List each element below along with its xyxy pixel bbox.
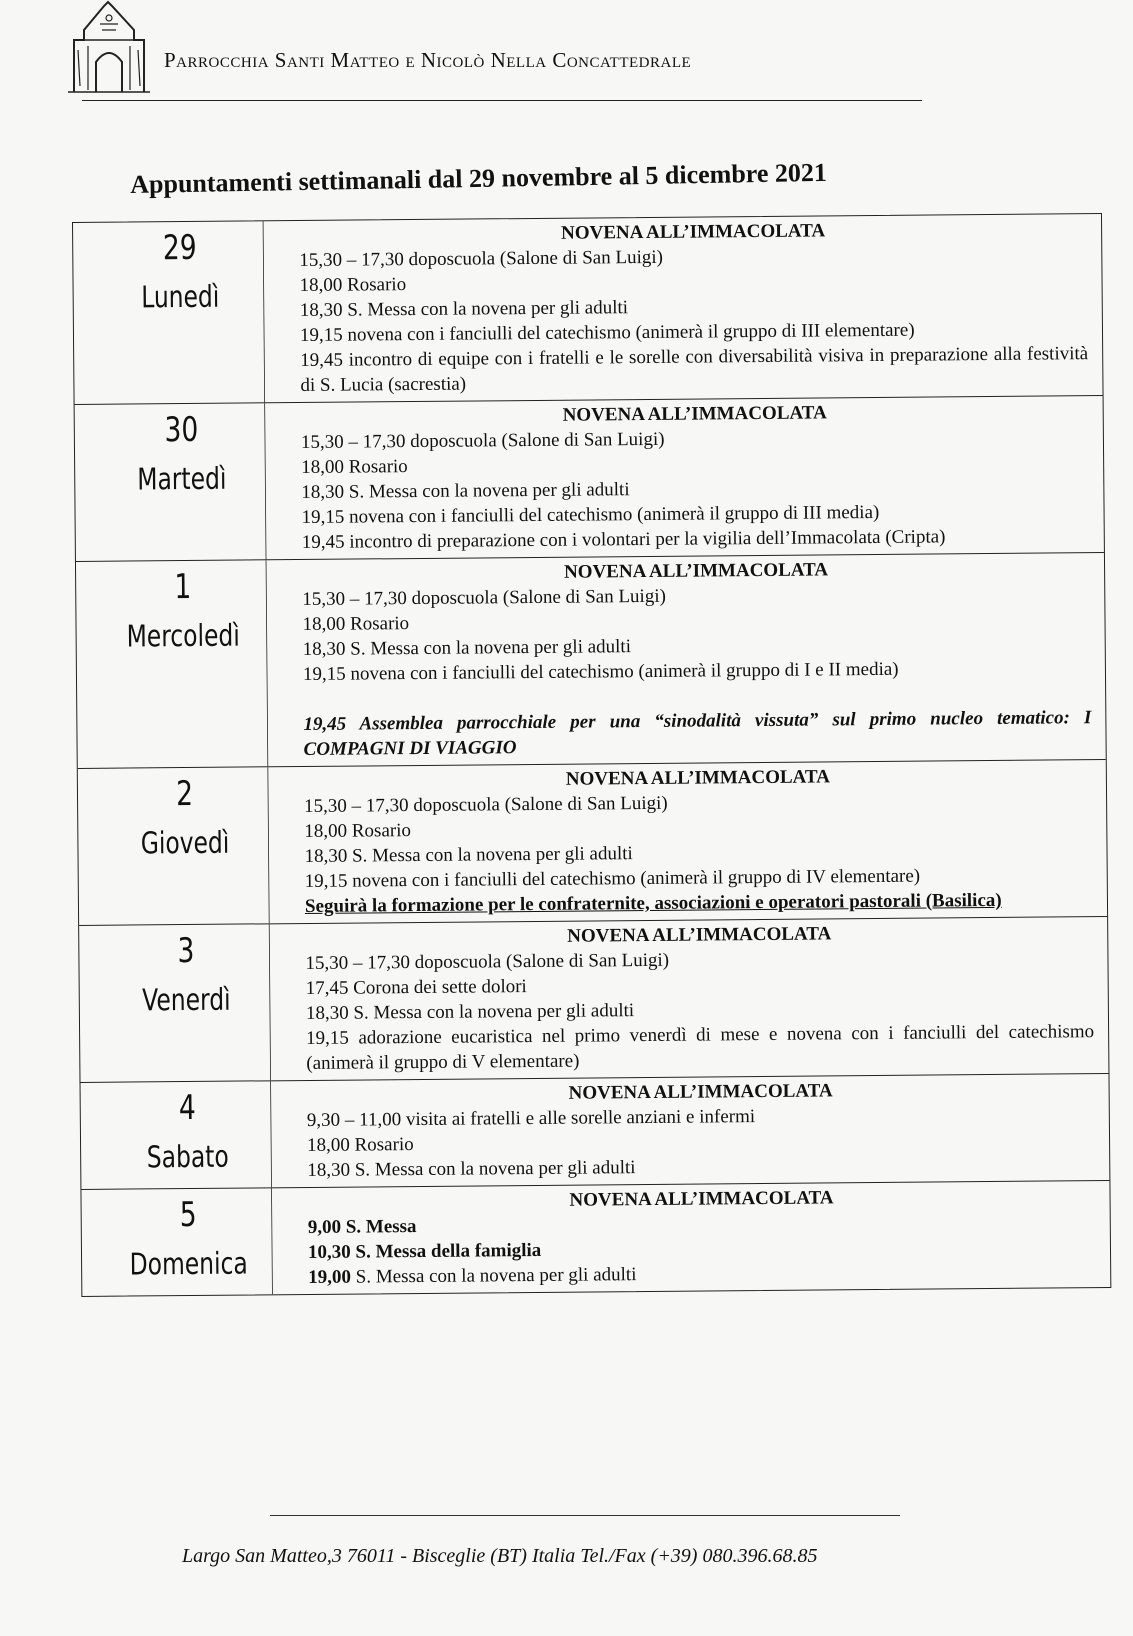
day-row xyxy=(81,1180,1110,1296)
event-item: 18,30 S. Messa con la novena per gli adulti xyxy=(307,1157,636,1181)
day-cell xyxy=(100,560,269,767)
church-facade-icon xyxy=(66,0,156,100)
events-cell xyxy=(295,1074,1110,1187)
letterhead xyxy=(66,0,926,112)
page-title: Appuntamenti settimanali dal 29 novembre al 5 dicembre 2021 xyxy=(130,157,828,199)
day-row xyxy=(78,759,1107,925)
day-row xyxy=(75,395,1104,561)
events-cell xyxy=(295,1181,1110,1294)
event-item: 18,30 S. Messa con la novena per gli adulti xyxy=(305,1000,635,1024)
day-cell xyxy=(104,1081,272,1188)
events-cell xyxy=(292,760,1107,923)
day-number: 3 xyxy=(177,930,195,972)
day-number: 4 xyxy=(178,1087,196,1129)
novena-heading: NOVENA ALL’IMMACOLATA xyxy=(567,923,832,947)
event-item: 10,30 S. Messa della famiglia xyxy=(307,1239,542,1263)
event-time: 19,00 xyxy=(308,1266,352,1288)
day-name: Giovedì xyxy=(140,825,230,862)
day-name: Mercoledì xyxy=(126,618,240,655)
day-name: Martedì xyxy=(137,461,227,498)
event-item: 19,15 novena con i fanciulli del catechismo (animerà il gruppo di I e II media) xyxy=(302,658,899,686)
event-item: 18,00 Rosario xyxy=(302,613,410,636)
event-item: 19,45 Assemblea parrocchiale per una “sinodalità vissuta” sul primo nucleo tematico: I COMPAGNI DI VIAGGIO xyxy=(303,707,1092,760)
day-number: 29 xyxy=(162,227,197,269)
event-item: 18,30 S. Messa con la novena per gli adulti xyxy=(304,843,633,867)
footer-divider xyxy=(270,1515,900,1516)
day-number: 2 xyxy=(175,773,194,815)
events-cell xyxy=(293,917,1108,1080)
event-item: 15,30 – 17,30 doposcuola (Salone di San Luigi) xyxy=(302,585,666,611)
event-item: 19,15 novena con i fanciulli del catechismo (animerà il gruppo di III elementare) xyxy=(299,319,915,347)
day-row xyxy=(79,916,1108,1082)
event-item: 9,00 S. Messa xyxy=(307,1216,417,1238)
day-cell xyxy=(105,1188,273,1295)
event-description: S. Messa con la novena per gli adulti xyxy=(350,1264,637,1288)
novena-heading: NOVENA ALL’IMMACOLATA xyxy=(560,220,826,244)
day-row xyxy=(81,1073,1110,1189)
event-item: 17,45 Corona dei sette dolori xyxy=(305,976,527,999)
novena-heading: NOVENA ALL’IMMACOLATA xyxy=(568,1080,833,1104)
day-row xyxy=(76,552,1106,768)
events-cell xyxy=(287,214,1103,402)
header-divider xyxy=(82,100,922,101)
events-cell xyxy=(290,553,1106,766)
event-item: 19,15 novena con i fanciulli del catechismo (animerà il gruppo di IV elementare) xyxy=(304,865,921,892)
novena-heading: NOVENA ALL’IMMACOLATA xyxy=(565,766,831,790)
event-item: 9,30 – 11,00 visita ai fratelli e alle sorelle anziani e infermi xyxy=(306,1106,756,1131)
event-item: 19,15 novena con i fanciulli del catechismo (animerà il gruppo di III media) xyxy=(301,501,880,529)
day-row xyxy=(73,214,1103,404)
event-item: 15,30 – 17,30 doposcuola (Salone di San Luigi) xyxy=(300,428,665,454)
day-cell xyxy=(103,924,271,1081)
event-item: 18,30 S. Messa con la novena per gli adulti xyxy=(302,636,632,661)
footer-address: Largo San Matteo,3 76011 - Bisceglie (BT) Italia Tel./Fax (+39) 080.396.68.85 xyxy=(182,1545,818,1567)
event-item: 18,00 Rosario xyxy=(304,820,412,842)
event-item: 18,30 S. Messa con la novena per gli adulti xyxy=(301,479,630,504)
day-cell xyxy=(98,403,266,560)
event-item: 19,45 incontro di preparazione con i volontari per la vigilia dell’Immacolata (Cripta) xyxy=(301,526,946,554)
novena-heading: NOVENA ALL’IMMACOLATA xyxy=(563,559,829,583)
event-item: 19,15 adorazione eucaristica nel primo venerdì di mese e novena con i fanciulli del catechismo (animerà il gruppo di V elementare) xyxy=(306,1021,1095,1074)
event-item: 19,45 incontro di equipe con i fratelli e le sorelle con diversabilità visiva in preparazione alla festività di S. Lucia (sacrestia) xyxy=(300,343,1089,397)
event-item: 18,30 S. Messa con la novena per gli adulti xyxy=(299,297,629,322)
event-item: 18,00 Rosario xyxy=(299,274,407,297)
event-item: 18,00 Rosario xyxy=(301,456,408,479)
day-name: Sabato xyxy=(146,1139,229,1176)
novena-heading: NOVENA ALL’IMMACOLATA xyxy=(569,1187,834,1211)
events-cell xyxy=(289,396,1104,559)
weekly-schedule-table xyxy=(72,213,1111,1297)
day-cell xyxy=(101,767,269,924)
event-item: 15,30 – 17,30 doposcuola (Salone di San Luigi) xyxy=(305,949,670,974)
day-name: Lunedì xyxy=(141,279,220,316)
event-item: Seguirà la formazione per le confraternite, associazioni e operatori pastorali (Basilica) xyxy=(304,889,1002,917)
parish-name: Parrocchia Santi Matteo e Nicolò Nella Concattedrale xyxy=(164,48,692,72)
day-name: Venerdì xyxy=(142,982,231,1019)
day-cell xyxy=(97,221,265,403)
novena-heading: NOVENA ALL’IMMACOLATA xyxy=(562,402,827,426)
event-item: 18,00 Rosario xyxy=(306,1134,414,1156)
day-number: 30 xyxy=(164,409,199,451)
day-name: Domenica xyxy=(129,1246,248,1283)
event-item: 15,30 – 17,30 doposcuola (Salone di San Luigi) xyxy=(304,792,668,817)
day-number: 5 xyxy=(179,1194,197,1236)
day-number: 1 xyxy=(174,566,192,608)
event-item: 15,30 – 17,30 doposcuola (Salone di San Luigi) xyxy=(299,246,664,272)
